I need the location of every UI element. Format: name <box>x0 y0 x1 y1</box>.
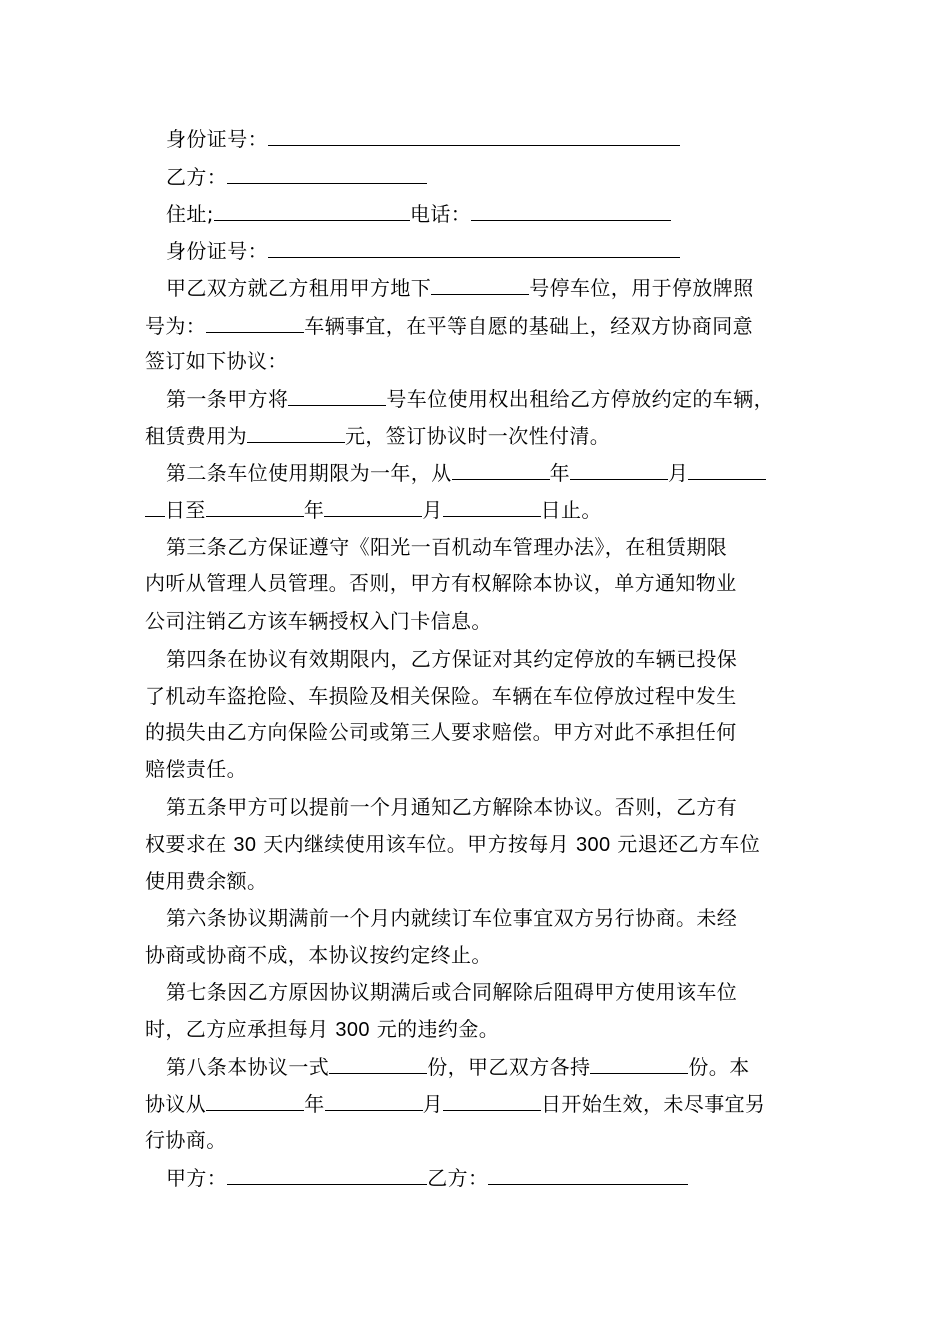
party-b-signature-blank[interactable] <box>488 1165 688 1185</box>
idcard-line-party-b: 身份证号： <box>166 238 680 263</box>
article-6-line-2: 协商或协商不成，本协议按约定终止。 <box>145 943 492 967</box>
end-day-blank[interactable] <box>443 497 541 517</box>
article-2-line-2: 日至 年 月 日止。 <box>145 497 602 522</box>
intro-line-2: 号为： 车辆事宜，在平等自愿的基础上，经双方协商同意 <box>145 314 754 338</box>
signature-line: 甲方： 乙方： <box>166 1165 688 1190</box>
article-4-line-1: 第四条在协议有效期限内，乙方保证对其约定停放的车辆已投保 <box>166 647 738 671</box>
effective-year-blank[interactable] <box>206 1091 304 1111</box>
article-3-line-3: 公司注销乙方该车辆授权入门卡信息。 <box>145 609 492 633</box>
article-5-line-2: 权要求在 30 天内继续使用该车位。甲方按每月 300 元退还乙方车位 <box>145 832 761 856</box>
space-number-blank[interactable] <box>288 386 386 406</box>
end-month-blank[interactable] <box>324 497 422 517</box>
article-2-line-1: 第二条车位使用期限为一年，从 年 月 <box>166 460 766 485</box>
intro-line-1: 甲乙双方就乙方租用甲方地下 号停车位，用于停放牌照 <box>166 276 754 300</box>
idcard-blank[interactable] <box>268 126 680 146</box>
article-4-line-3: 的损失由乙方向保险公司或第三人要求赔偿。甲方对此不承担任何 <box>145 720 737 744</box>
copies-total-blank[interactable] <box>329 1054 427 1074</box>
article-1-line-2: 租赁费用为 元，签订协议时一次性付清。 <box>145 424 611 448</box>
article-5-line-1: 第五条甲方可以提前一个月通知乙方解除本协议。否则，乙方有 <box>166 795 738 819</box>
article-8-line-2: 协议从 年 月 日开始生效，未尽事宜另 <box>145 1092 766 1116</box>
parking-number-blank[interactable] <box>431 275 529 295</box>
effective-month-blank[interactable] <box>325 1091 423 1111</box>
intro-line-3: 签订如下协议： <box>145 349 288 373</box>
phone-blank[interactable] <box>471 201 671 221</box>
idcard-blank[interactable] <box>268 238 680 258</box>
article-3-line-1: 第三条乙方保证遵守《阳光一百机动车管理办法》，在租赁期限 <box>166 535 728 559</box>
article-4-line-2: 了机动车盗抢险、车损险及相关保险。车辆在车位停放过程中发生 <box>145 684 737 708</box>
article-8-line-1: 第八条本协议一式 份，甲乙双方各持 份。本 <box>166 1055 750 1079</box>
party-a-signature-blank[interactable] <box>227 1165 427 1185</box>
fee-blank[interactable] <box>247 423 345 443</box>
address-blank[interactable] <box>214 201 410 221</box>
start-day-blank-cont[interactable] <box>145 497 165 517</box>
start-month-blank[interactable] <box>570 460 668 480</box>
article-3-line-2: 内听从管理人员管理。否则，甲方有权解除本协议，单方通知物业 <box>145 571 737 595</box>
plate-number-blank[interactable] <box>206 313 304 333</box>
start-day-blank[interactable] <box>688 460 766 480</box>
article-7-line-2: 时，乙方应承担每月 300 元的违约金。 <box>145 1017 500 1041</box>
party-b-blank[interactable] <box>227 164 427 184</box>
article-6-line-1: 第六条协议期满前一个月内就续订车位事宜双方另行协商。未经 <box>166 906 738 930</box>
article-4-line-4: 赔偿责任。 <box>145 757 247 781</box>
idcard-line-party-a: 身份证号： <box>166 126 680 151</box>
copies-each-blank[interactable] <box>590 1054 688 1074</box>
start-year-blank[interactable] <box>452 460 550 480</box>
end-year-blank[interactable] <box>206 497 304 517</box>
article-8-line-3: 行协商。 <box>145 1128 227 1152</box>
address-phone-line: 住址; 电话： <box>166 201 671 226</box>
article-7-line-1: 第七条因乙方原因协议期满后或合同解除后阻碍甲方使用该车位 <box>166 980 738 1004</box>
article-1-line-1: 第一条甲方将 号车位使用权出租给乙方停放约定的车辆， <box>166 387 775 411</box>
article-5-line-3: 使用费余额。 <box>145 869 268 893</box>
party-b-line: 乙方： <box>166 164 427 189</box>
effective-day-blank[interactable] <box>443 1091 541 1111</box>
